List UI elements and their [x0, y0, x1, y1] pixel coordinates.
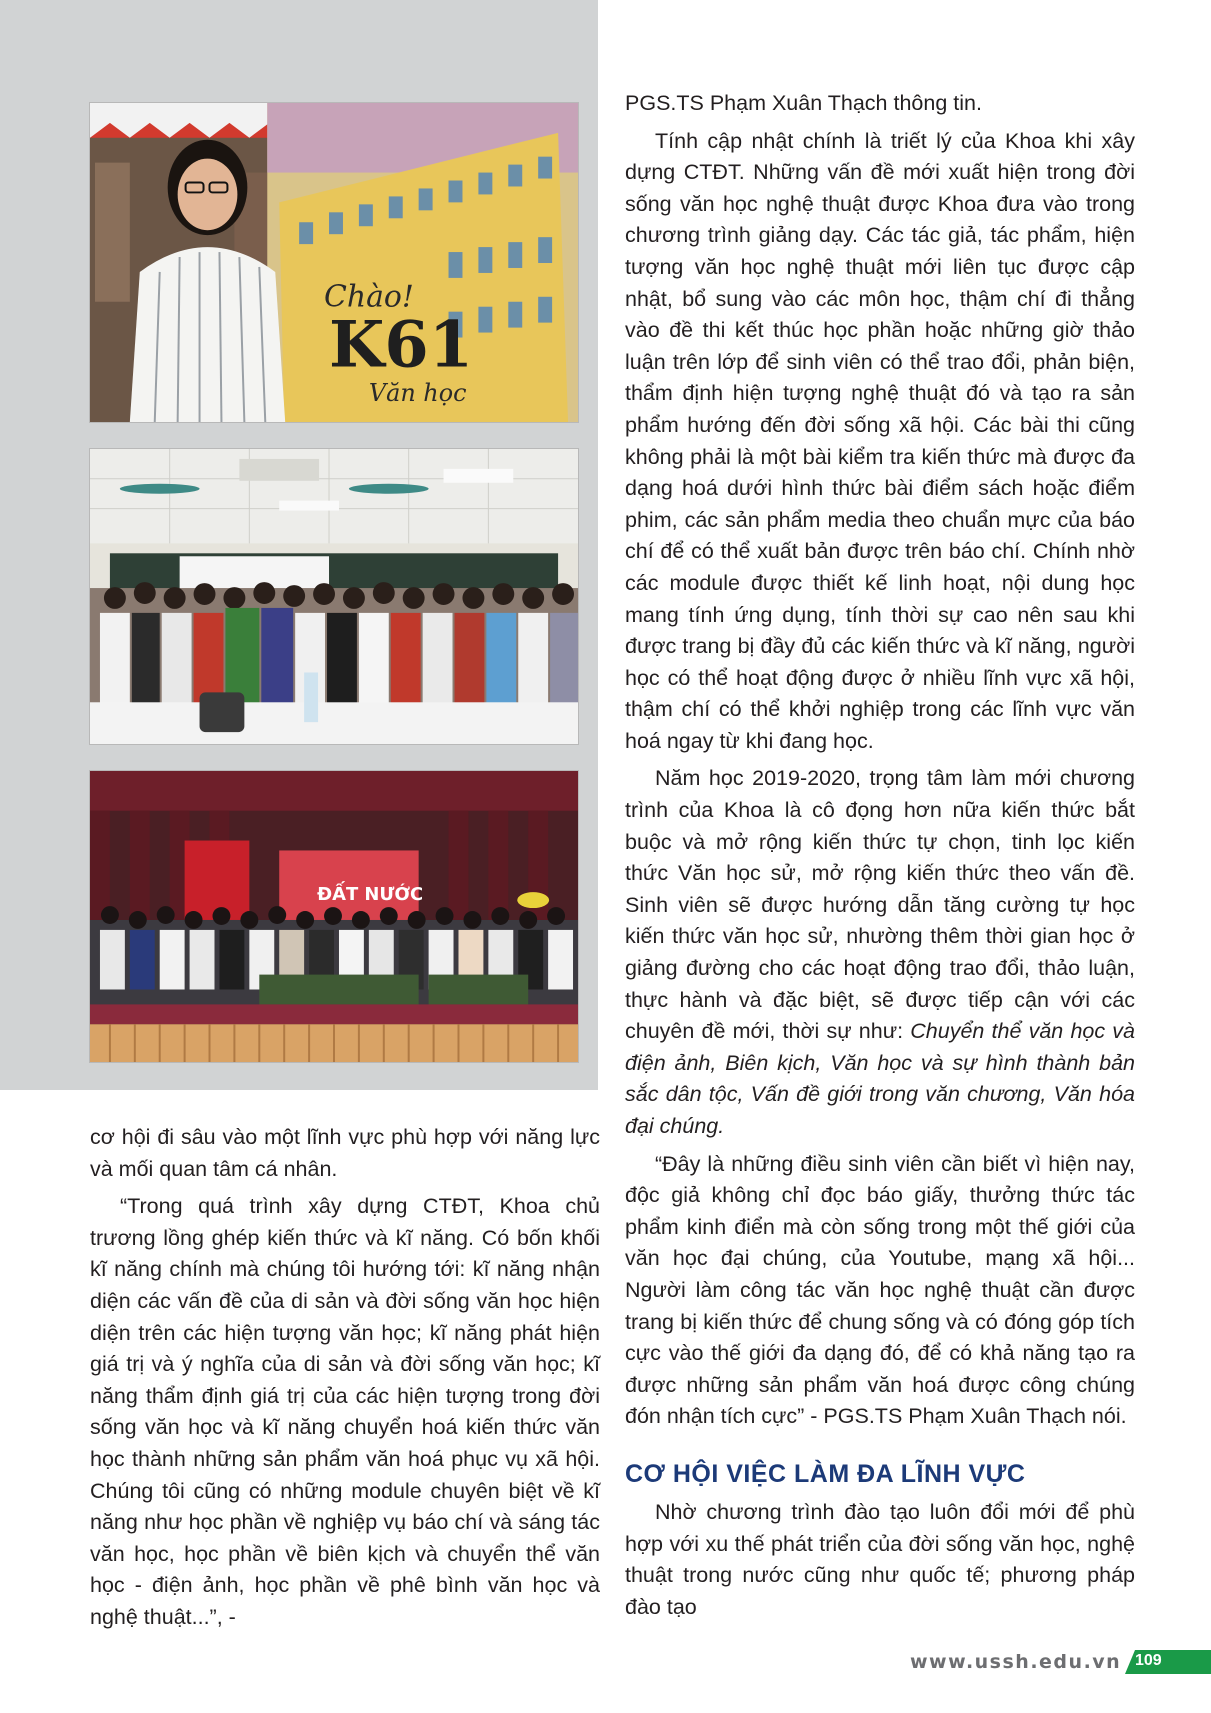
left-text-column	[90, 1122, 600, 1634]
photo-classroom-group	[89, 448, 579, 745]
footer-website-url: www.ussh.edu.vn	[910, 1651, 1122, 1673]
right-paragraph-3-text: Năm học 2019-2020, trọng tâm làm mới chương trình của Khoa là cô đọng hơn nữa kiến thức bắt buộc và mở rộng kiến thức tự chọn, tinh lọc kiến thức Văn học sử, mở rộng kiến thức theo vấn đề. Sinh viên sẽ được hướng dẫn tăng cường tự học kiến thức văn học sử, nhường thêm thời gian học ở giảng đường cho các hoạt động trao đổi, thảo luận, thực hành và đặc biệt, sẽ được tiếp cận với các chuyên đề mới, thời sự như:	[625, 766, 1135, 1044]
section-heading: CƠ HỘI VIỆC LÀM ĐA LĨNH VỰC	[625, 1459, 1026, 1488]
photo1-faculty-text: Văn học	[368, 379, 467, 408]
photo3-stage-sign-text: ĐẤT NƯỚC	[317, 884, 424, 906]
right-paragraph-3	[625, 763, 1135, 1142]
right-paragraph-5: Nhờ chương trình đào tạo luôn đổi mới để phù hợp với xu thế phát triển của đời sống văn học, nghệ thuật trong nước cũng như quốc tế; phương pháp đào tạo	[625, 1499, 1135, 1619]
left-paragraph-2: “Trong quá trình xây dựng CTĐT, Khoa chủ trương lồng ghép kiến thức và kĩ năng. Có bốn khối kĩ năng chính mà chúng tôi hướng tới: kĩ năng nhận diện các vấn đề của di sản và đời sống văn học hiện diện trên các hiện tượng văn học; kĩ năng phát hiện giá trị và ý nghĩa của di sản và đời sống văn học; kĩ năng thẩm định giá trị của các hiện tượng trong đời sống văn học và kĩ năng chuyển hoá kiến thức văn học thành những sản phẩm văn hoá phục vụ xã hội. Chúng tôi cũng có những module chuyên biệt về kĩ năng như học phần về nghiệp vụ báo chí và sáng tác văn học, học phần về biên kịch và chuyển thể văn học - điện ảnh, học phần về phê bình văn học và nghệ thuật...”, -	[90, 1194, 600, 1629]
right-text-column	[625, 88, 1135, 1623]
left-paragraph-1: cơ hội đi sâu vào một lĩnh vực phù hợp với năng lực và mối quan tâm cá nhân.	[90, 1125, 600, 1181]
right-paragraph-3-italic: Chuyển thể văn học và điện ảnh, Biên kịch, Văn học và sự hình thành bản sắc dân tộc, Vấn đề giới trong văn chương, Văn hóa đại chúng.	[625, 1019, 1135, 1138]
photo1-greeting-text: Chào!	[324, 279, 414, 315]
photo-stage-group	[89, 770, 579, 1063]
photo1-class-code-text: K61	[329, 307, 474, 383]
right-paragraph-2: Tính cập nhật chính là triết lý của Khoa khi xây dựng CTĐT. Những vấn đề mới xuất hiện trong đời sống văn học nghệ thuật được Khoa đưa vào trong chương trình giảng dạy. Các tác giả, tác phẩm, hiện tượng văn học nghệ thuật mới liên tục được cập nhật, bổ sung vào các môn học, thậm chí đi thẳng vào đề thi kết thúc học phần hoặc những giờ thảo luận trên lớp để sinh viên có thể trao đổi, phản biện, thẩm định hiện tượng nghệ thuật đó và tạo ra sản phẩm hướng đến đời sống xã hội. Các bài thi cũng không phải là một bài kiểm tra kiến thức mà được đa dạng hoá dưới hình thức bài điểm sách hoặc điểm phim, các sản phẩm media theo chuẩn mực của báo chí để có thể xuất bản được trên báo chí. Chính nhờ các module được thiết kế linh hoạt, nội dung học mang tính ứng dụng, tính thời sự cao nên sau khi được trang bị đầy đủ các kiến thức và kĩ năng, người học có thể hoạt động được ở nhiều lĩnh vực xã hội, thậm chí có thể khởi nghiệp trong các lĩnh vực văn hoá ngay từ khi đang học.	[625, 128, 1135, 753]
photo-student-k61-banner	[89, 102, 579, 423]
footer-page-number: 109	[1135, 1652, 1162, 1669]
right-paragraph-1: PGS.TS Phạm Xuân Thạch thông tin.	[625, 91, 982, 115]
right-paragraph-4: “Đây là những điều sinh viên cần biết vì hiện nay, độc giả không chỉ đọc báo giấy, thưởng thức tác phẩm kinh điển mà còn sống trong một thế giới của văn học đại chúng, của Youtube, mạng xã hội... Người làm công tác văn học nghệ thuật cần được trang bị kiến thức để chung sống và có đóng góp tích cực vào thế giới đa dạng đó, để có khả năng tạo ra được những sản phẩm văn hoá được công chúng đón nhận tích cực” - PGS.TS Phạm Xuân Thạch nói.	[625, 1151, 1135, 1429]
